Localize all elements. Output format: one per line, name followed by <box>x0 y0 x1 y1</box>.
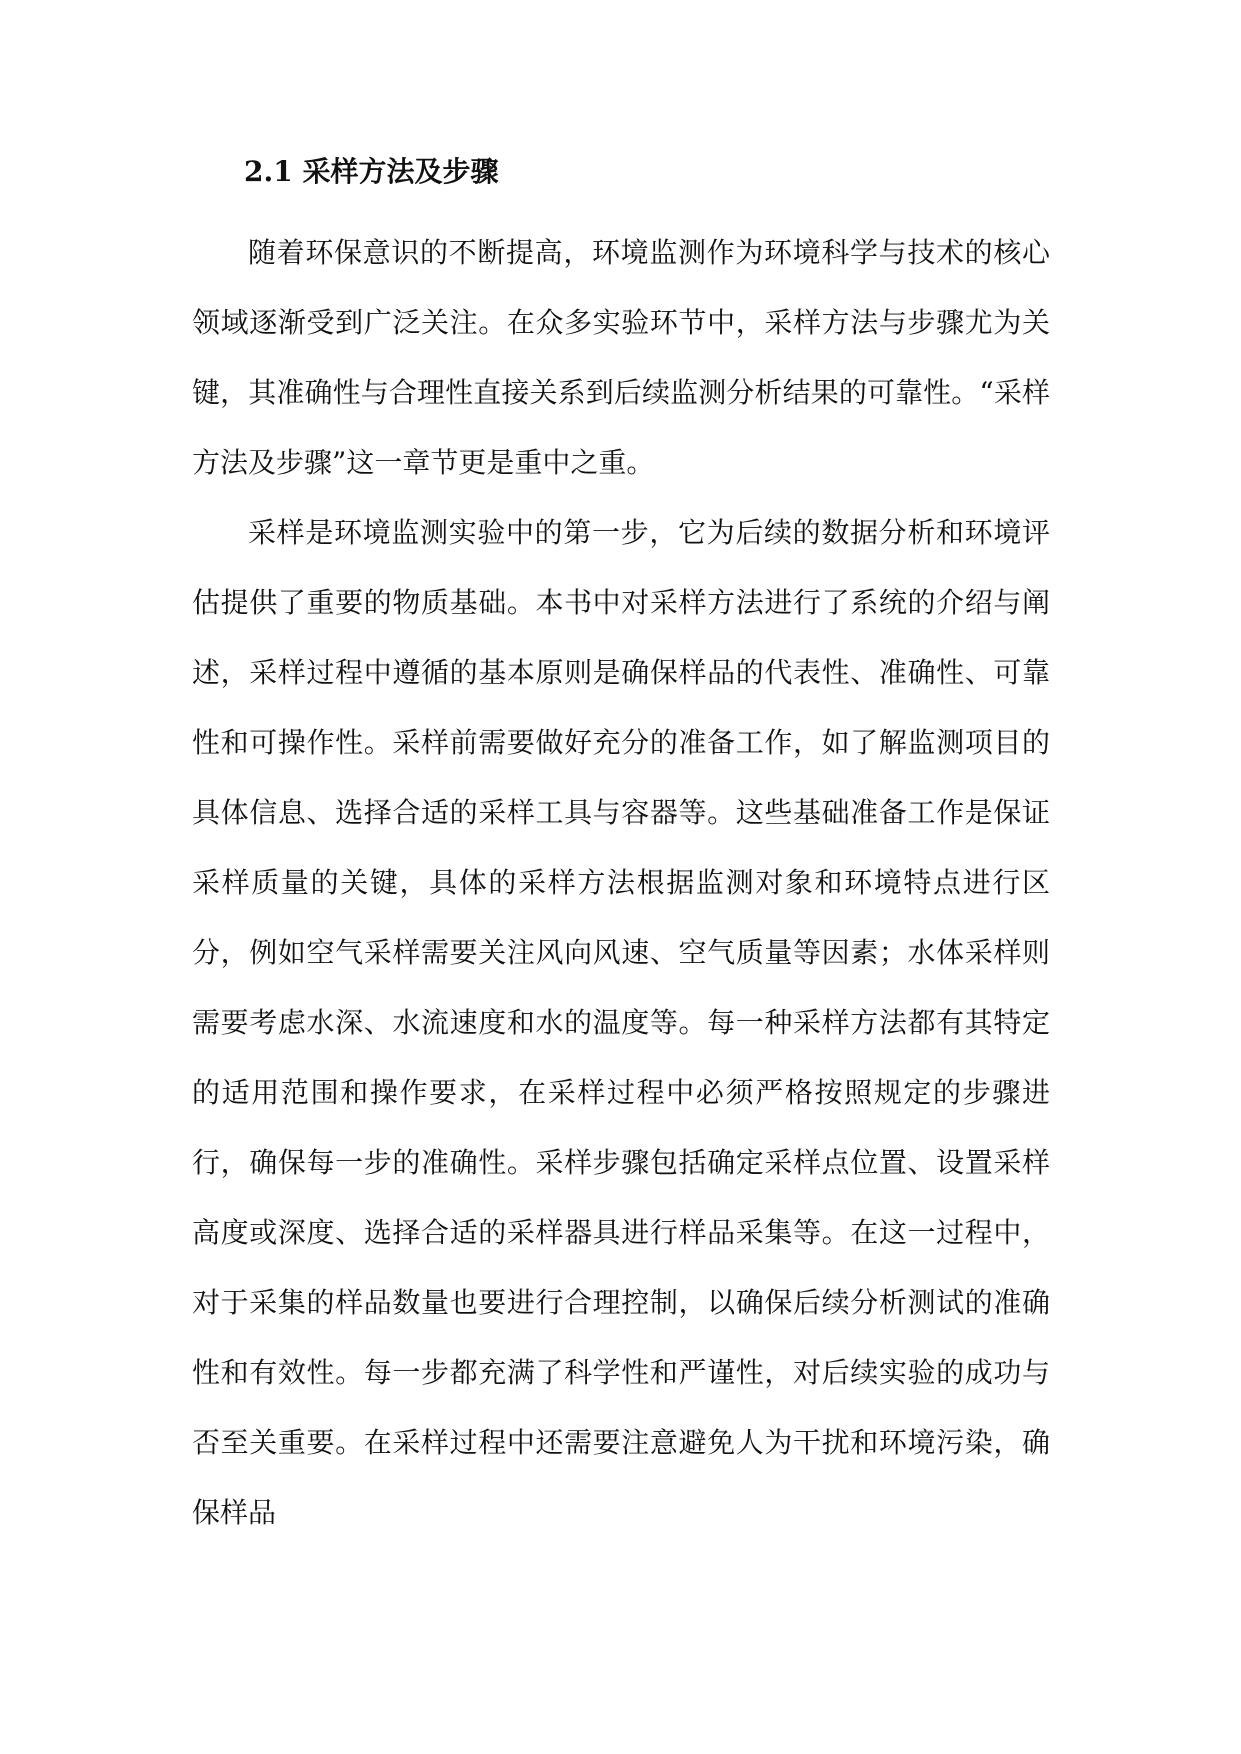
body-text <box>192 218 1050 1548</box>
section-heading: 2.1 采样方法及步骤 <box>244 155 499 188</box>
paragraph-sampling: 采样是环境监测实验中的第一步，它为后续的数据分析和环境评估提供了重要的物质基础。本书中对采样方法进行了系统的介绍与阐述，采样过程中遵循的基本原则是确保样品的代表性、准确性、可靠性和可操作性。采样前需要做好充分的准备工作，如了解监测项目的具体信息、选择合适的采样工具与容器等。这些基础准备工作是保证采样质量的关键，具体的采样方法根据监测对象和环境特点进行区分，例如空气采样需要关注风向风速、空气质量等因素；水体采样则需要考虑水深、水流速度和水的温度等。每一种采样方法都有其特定的适用范围和操作要求，在采样过程中必须严格按照规定的步骤进行，确保每一步的准确性。采样步骤包括确定采样点位置、设置采样高度或深度、选择合适的采样器具进行样品采集等。在这一过程中，对于采集的样品数量也要进行合理控制，以确保后续分析测试的准确性和有效性。每一步都充满了科学性和严谨性，对后续实验的成功与否至关重要。在采样过程中还需要注意避免人为干扰和环境污染，确保样品 <box>192 516 1050 1529</box>
paragraph-intro: 随着环保意识的不断提高，环境监测作为环境科学与技术的核心领域逐渐受到广泛关注。在众多实验环节中，采样方法与步骤尤为关键，其准确性与合理性直接关系到后续监测分析结果的可靠性。“采样方法及步骤”这一章节更是重中之重。 <box>192 236 1050 479</box>
